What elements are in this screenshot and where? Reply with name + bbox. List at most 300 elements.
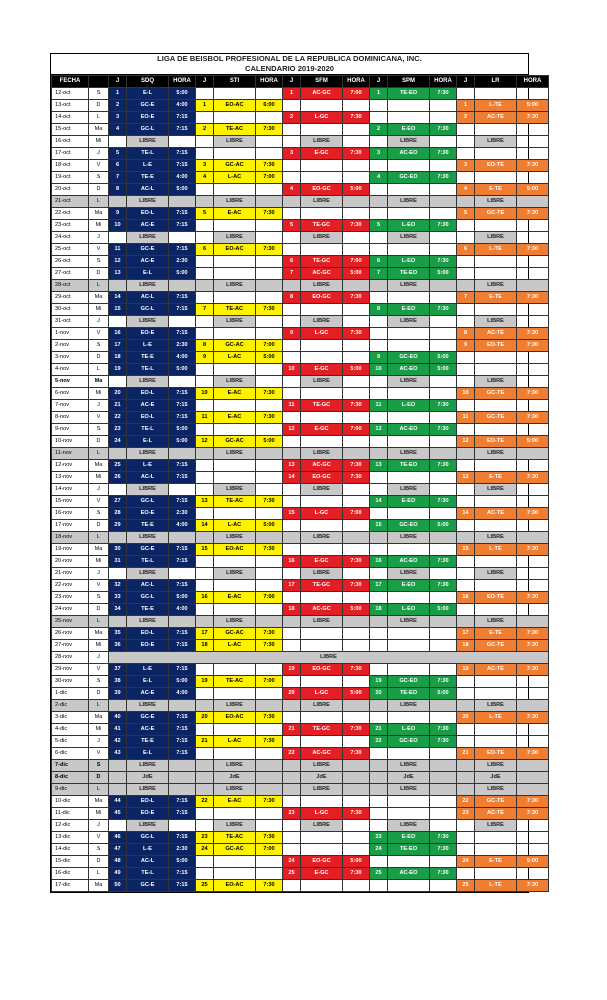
matchup-cell: TE-L [127,868,169,880]
empty-cell [301,712,343,724]
empty-cell [430,412,457,424]
time-cell: 2:30 [169,256,196,268]
time-cell: 7:30 [256,412,283,424]
empty-cell [256,772,283,784]
time-cell: 7:30 [343,220,370,232]
game-number-cell: 23 [370,832,388,844]
time-cell: 7:30 [430,124,457,136]
empty-cell [370,616,388,628]
game-number-cell: 22 [109,412,127,424]
empty-cell [283,820,301,832]
empty-cell [214,808,256,820]
date-cell: 20-oct [52,184,89,196]
weekday-cell: Mi [89,304,109,316]
date-cell: 16-nov [52,508,89,520]
libre-cell: LIBRE [214,376,256,388]
empty-cell [457,868,475,880]
weekday-cell: L [89,868,109,880]
date-cell: 1-dic [52,688,89,700]
matchup-cell: EO-L [127,412,169,424]
empty-cell [214,556,256,568]
empty-cell [343,316,370,328]
game-number-cell: 16 [109,328,127,340]
time-cell: 7:30 [517,412,549,424]
empty-cell [109,784,127,796]
weekday-cell: S [89,424,109,436]
empty-cell [517,148,549,160]
time-cell: 4:00 [169,688,196,700]
empty-cell [343,616,370,628]
matchup-cell: E-TE [475,628,517,640]
weekday-cell: L [89,364,109,376]
time-cell: 7:15 [169,328,196,340]
time-cell: 7:30 [430,496,457,508]
empty-cell [475,148,517,160]
matchup-cell: E-L [127,268,169,280]
time-cell: 7:30 [256,160,283,172]
empty-cell [109,772,127,784]
empty-cell [430,184,457,196]
empty-cell [283,100,301,112]
empty-cell [457,280,475,292]
game-number-cell: 9 [457,340,475,352]
empty-cell [517,772,549,784]
empty-cell [430,544,457,556]
empty-cell [475,604,517,616]
empty-cell [430,136,457,148]
time-cell: 5:00 [517,436,549,448]
libre-cell: LIBRE [301,700,343,712]
weekday-cell: Ma [89,124,109,136]
empty-cell [475,868,517,880]
empty-cell [283,232,301,244]
empty-cell [475,736,517,748]
empty-cell [283,616,301,628]
game-number-cell: 12 [283,424,301,436]
weekday-cell: V [89,748,109,760]
empty-cell [388,436,430,448]
empty-cell [517,676,549,688]
table-row [52,520,549,532]
empty-cell [214,256,256,268]
empty-cell [475,400,517,412]
matchup-cell: TE-AC [214,832,256,844]
libre-cell: LIBRE [388,568,430,580]
time-cell: 5:00 [169,436,196,448]
empty-cell [256,604,283,616]
empty-cell [457,616,475,628]
empty-cell [109,568,127,580]
empty-cell [457,484,475,496]
time-cell: 7:15 [169,748,196,760]
weekday-cell: J [89,316,109,328]
empty-cell [475,676,517,688]
matchup-cell: GC-TE [475,412,517,424]
empty-cell [388,244,430,256]
matchup-cell: L-E [127,340,169,352]
empty-cell [256,784,283,796]
game-number-cell: 22 [370,736,388,748]
matchup-cell: AC-GC [301,748,343,760]
empty-cell [370,532,388,544]
table-row [52,712,549,724]
time-cell: 7:30 [430,148,457,160]
table-row [52,268,549,280]
empty-cell [457,772,475,784]
matchup-cell: L-AC [214,520,256,532]
matchup-cell: GC-TE [475,640,517,652]
matchup-cell: GC-E [127,880,169,892]
empty-cell [256,856,283,868]
date-cell: 3-dic [52,712,89,724]
empty-cell [517,220,549,232]
libre-cell: LIBRE [388,136,430,148]
date-cell: 23-nov [52,592,89,604]
empty-cell [283,496,301,508]
empty-cell [196,724,214,736]
time-cell: 7:30 [430,256,457,268]
empty-cell [283,736,301,748]
empty-cell [196,256,214,268]
matchup-cell: TE-E [127,736,169,748]
game-number-cell: 11 [457,412,475,424]
weekday-cell: J [89,652,109,664]
libre-cell: LIBRE [475,376,517,388]
empty-cell [301,436,343,448]
empty-cell [388,292,430,304]
libre-cell: LIBRE [475,316,517,328]
matchup-cell: TE-EO [388,268,430,280]
empty-cell [256,724,283,736]
empty-cell [457,364,475,376]
date-cell: 14-nov [52,484,89,496]
time-cell: 7:30 [256,544,283,556]
time-cell: 5:00 [517,184,549,196]
empty-cell [388,112,430,124]
table-row [52,796,549,808]
game-number-cell: 18 [196,640,214,652]
libre-cell: LIBRE [388,232,430,244]
table-row [52,340,549,352]
matchup-cell: EO-AC [214,544,256,556]
empty-cell [256,556,283,568]
date-cell: 26-oct [52,256,89,268]
empty-cell [169,760,196,772]
date-cell: 18-oct [52,160,89,172]
date-cell: 4-dic [52,724,89,736]
empty-cell [196,112,214,124]
weekday-cell: V [89,496,109,508]
table-row [52,736,549,748]
matchup-cell: L-EO [388,604,430,616]
game-number-cell: 37 [109,664,127,676]
weekday-cell: D [89,856,109,868]
empty-cell [283,832,301,844]
matchup-cell: GC-EO [388,676,430,688]
time-cell: 7:15 [169,304,196,316]
empty-cell [457,556,475,568]
matchup-cell: AC-EO [388,424,430,436]
empty-cell [196,604,214,616]
empty-cell [301,496,343,508]
empty-cell [457,520,475,532]
empty-cell [256,112,283,124]
empty-cell [301,796,343,808]
table-row [52,184,549,196]
time-cell: 7:30 [517,640,549,652]
empty-cell [370,880,388,892]
weekday-cell: J [89,568,109,580]
empty-cell [256,220,283,232]
time-cell: 7:00 [343,256,370,268]
empty-cell [169,316,196,328]
matchup-cell: E-GC [301,868,343,880]
empty-cell [169,136,196,148]
empty-cell [343,880,370,892]
time-cell: 7:00 [256,172,283,184]
game-number-cell: 19 [109,364,127,376]
game-number-cell: 14 [457,508,475,520]
matchup-cell: L-AC [214,172,256,184]
table-row [52,172,549,184]
game-number-cell: 22 [457,796,475,808]
empty-cell [256,748,283,760]
empty-cell [430,280,457,292]
schedule-body [52,88,549,892]
empty-cell [430,340,457,352]
game-number-cell: 5 [370,220,388,232]
empty-cell [214,472,256,484]
matchup-cell: AC-L [127,856,169,868]
empty-cell [370,772,388,784]
table-row [52,232,549,244]
libre-cell: LIBRE [388,280,430,292]
empty-cell [283,640,301,652]
matchup-cell: GC-AC [214,160,256,172]
game-number-cell: 25 [196,880,214,892]
time-cell: 7:30 [430,580,457,592]
date-cell: 9-dic [52,784,89,796]
header-cell: STI [214,76,256,88]
empty-cell [196,784,214,796]
empty-cell [196,88,214,100]
empty-cell [517,268,549,280]
libre-cell: LIBRE [127,784,169,796]
time-cell: 7:30 [517,880,549,892]
header-cell: HORA [343,76,370,88]
matchup-cell: EO-GC [301,664,343,676]
date-cell: 25-nov [52,616,89,628]
matchup-cell: AC-GC [301,460,343,472]
empty-cell [196,376,214,388]
time-cell: 7:30 [343,724,370,736]
empty-cell [457,688,475,700]
empty-cell [370,160,388,172]
libre-cell: LIBRE [214,316,256,328]
empty-cell [196,400,214,412]
matchup-cell: E-GC [301,148,343,160]
libre-cell: LIBRE [301,280,343,292]
table-row [52,772,549,784]
table-row [52,124,549,136]
game-number-cell: 12 [196,436,214,448]
weekday-cell: V [89,580,109,592]
table-row [52,472,549,484]
empty-cell [388,748,430,760]
header-cell: HORA [430,76,457,88]
header-cell: SFM [301,76,343,88]
time-cell: 7:30 [343,328,370,340]
empty-cell [457,460,475,472]
empty-cell [343,532,370,544]
game-number-cell: 23 [196,832,214,844]
libre-cell: LIBRE [475,568,517,580]
empty-cell [256,424,283,436]
empty-cell [430,616,457,628]
game-number-cell: 5 [109,148,127,160]
empty-cell [256,472,283,484]
game-number-cell: 9 [370,352,388,364]
empty-cell [214,364,256,376]
weekday-cell: D [89,352,109,364]
weekday-cell: Ma [89,544,109,556]
empty-cell [343,520,370,532]
time-cell: 7:30 [256,496,283,508]
empty-cell [430,808,457,820]
date-cell: 12-nov [52,460,89,472]
date-cell: 17-nov [52,520,89,532]
matchup-cell: GC-AC [214,436,256,448]
time-cell: 7:30 [517,508,549,520]
matchup-cell: TE-EO [388,844,430,856]
time-cell: 7:30 [430,424,457,436]
time-cell: 5:00 [169,88,196,100]
weekday-cell: L [89,280,109,292]
empty-cell [343,496,370,508]
time-cell: 5:00 [430,352,457,364]
time-cell: 7:30 [256,244,283,256]
empty-cell [370,472,388,484]
game-number-cell: 17 [109,340,127,352]
table-row [52,292,549,304]
time-cell: 7:30 [517,340,549,352]
empty-cell [388,664,430,676]
table-row [52,244,549,256]
date-cell: 16-dic [52,868,89,880]
empty-cell [343,436,370,448]
time-cell: 7:15 [169,544,196,556]
matchup-cell: TE-GC [301,256,343,268]
game-number-cell: 3 [196,160,214,172]
weekday-cell: S [89,676,109,688]
matchup-cell: GC-EO [388,736,430,748]
time-cell: 7:30 [517,748,549,760]
empty-cell [301,352,343,364]
empty-cell [301,124,343,136]
time-cell: 7:30 [343,148,370,160]
date-cell: 10-nov [52,436,89,448]
table-row [52,316,549,328]
empty-cell [196,148,214,160]
matchup-cell: L-E [127,160,169,172]
empty-cell [370,856,388,868]
game-number-cell: 20 [370,688,388,700]
empty-cell [475,520,517,532]
libre-cell: JdE [388,772,430,784]
empty-cell [256,760,283,772]
game-number-cell: 9 [109,208,127,220]
weekday-cell: Ma [89,292,109,304]
time-cell: 7:30 [343,556,370,568]
matchup-cell: GC-L [127,832,169,844]
empty-cell [256,460,283,472]
empty-cell [256,148,283,160]
date-cell: 28-oct [52,280,89,292]
date-cell: 22-oct [52,208,89,220]
time-cell: 7:00 [256,844,283,856]
empty-cell [196,688,214,700]
matchup-cell: AC-TE [475,664,517,676]
game-number-cell: 12 [370,424,388,436]
empty-cell [457,148,475,160]
time-cell: 5:00 [256,520,283,532]
time-cell: 7:30 [517,112,549,124]
game-number-cell: 13 [370,460,388,472]
time-cell: 5:00 [169,424,196,436]
date-cell: 4-nov [52,364,89,376]
empty-cell [370,484,388,496]
time-cell: 7:15 [169,796,196,808]
date-cell: 11-nov [52,448,89,460]
matchup-cell: EO-GC [301,292,343,304]
libre-cell: LIBRE [388,820,430,832]
empty-cell [196,316,214,328]
time-cell: 7:15 [169,208,196,220]
matchup-cell: L-EO [388,256,430,268]
time-cell: 5:00 [430,604,457,616]
empty-cell [475,124,517,136]
game-number-cell: 45 [109,808,127,820]
empty-cell [301,736,343,748]
empty-cell [283,796,301,808]
date-cell: 29-oct [52,292,89,304]
empty-cell [430,388,457,400]
weekday-cell: S [89,760,109,772]
game-number-cell: 11 [370,400,388,412]
empty-cell [457,88,475,100]
date-cell: 16-oct [52,136,89,148]
table-row [52,424,549,436]
libre-cell: LIBRE [214,232,256,244]
time-cell: 7:30 [517,664,549,676]
date-cell: 5-dic [52,736,89,748]
empty-cell [517,760,549,772]
empty-cell [256,688,283,700]
empty-cell [475,556,517,568]
empty-cell [388,412,430,424]
game-number-cell: 41 [109,724,127,736]
empty-cell [283,532,301,544]
date-cell: 26-nov [52,628,89,640]
empty-cell [301,844,343,856]
libre-cell: LIBRE [301,136,343,148]
empty-cell [370,784,388,796]
empty-cell [517,784,549,796]
empty-cell [196,700,214,712]
libre-cell: LIBRE [127,532,169,544]
empty-cell [430,208,457,220]
empty-cell [457,604,475,616]
